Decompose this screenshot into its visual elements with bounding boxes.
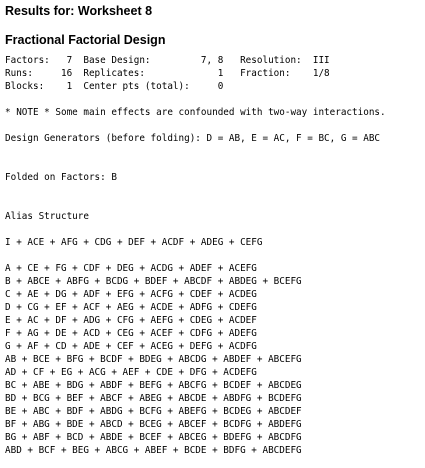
alias-list [5,262,425,457]
design-title: Fractional Factorial Design [5,33,166,47]
alias-structure-heading: Alias Structure [5,211,89,222]
alias-line: BC + ABE + BDG + ABDF + BEFG + ABCFG + BCDEF + ABCDEG [5,380,302,391]
folded-factors: Folded on Factors: B [5,172,117,183]
alias-line: BE + ABC + BDF + ABDG + BCFG + ABEFG + BCDEG + ABCDEF [5,406,302,417]
alias-line: F + AG + DE + ACD + CEG + ACEF + CDFG + ADEFG [5,328,257,339]
alias-line: AB + BCE + BFG + BCDF + BDEG + ABCDG + ABDEF + ABCEFG [5,354,302,365]
results-title: Results for: Worksheet 8 [5,4,153,18]
alias-line: BG + ABF + BCD + ABDE + BCEF + ABCEG + BDEFG + ABCDFG [5,432,302,443]
session-output [5,4,425,468]
summary-row-blocks: Blocks: 1 Center pts (total): 0 [5,81,224,92]
confounding-note: * NOTE * Some main effects are confounded with two-way interactions. [5,107,386,118]
alias-line: E + AC + DF + ADG + CFG + AEFG + CDEG + ACDEF [5,315,257,326]
alias-line: G + AF + CD + ADE + CEF + ACEG + DEFG + ACDFG [5,341,257,352]
design-generators: Design Generators (before folding): D = AB, E = AC, F = BC, G = ABC [5,133,381,144]
design-summary [5,54,425,93]
alias-line: A + CE + FG + CDF + DEG + ACDG + ADEF + ACEFG [5,263,257,274]
alias-line: D + CG + EF + ACF + AEG + ACDE + ADFG + CDEFG [5,302,257,313]
alias-line: B + ABCE + ABFG + BCDG + BDEF + ABCDF + ABDEG + BCEFG [5,276,302,287]
alias-identity: I + ACE + AFG + CDG + DEF + ACDF + ADEG + CEFG [5,237,263,248]
summary-row-runs: Runs: 16 Replicates: 1 Fraction: 1/8 [5,68,330,79]
alias-line: BD + BCG + BEF + ABCF + ABEG + ABCDE + ABDFG + BCDEFG [5,393,302,404]
summary-row-factors: Factors: 7 Base Design: 7, 8 Resolution: III [5,55,330,66]
alias-line: AD + CF + EG + ACG + AEF + CDE + DFG + ACDEFG [5,367,257,378]
alias-line: BF + ABG + BDE + ABCD + BCEG + ABCEF + BCDFG + ABDEFG [5,419,302,430]
alias-line: C + AE + DG + ADF + EFG + ACFG + CDEF + ACDEG [5,289,257,300]
alias-line: ABD + BCF + BEG + ABCG + ABEF + BCDE + BDFG + ABCDEFG [5,445,302,456]
